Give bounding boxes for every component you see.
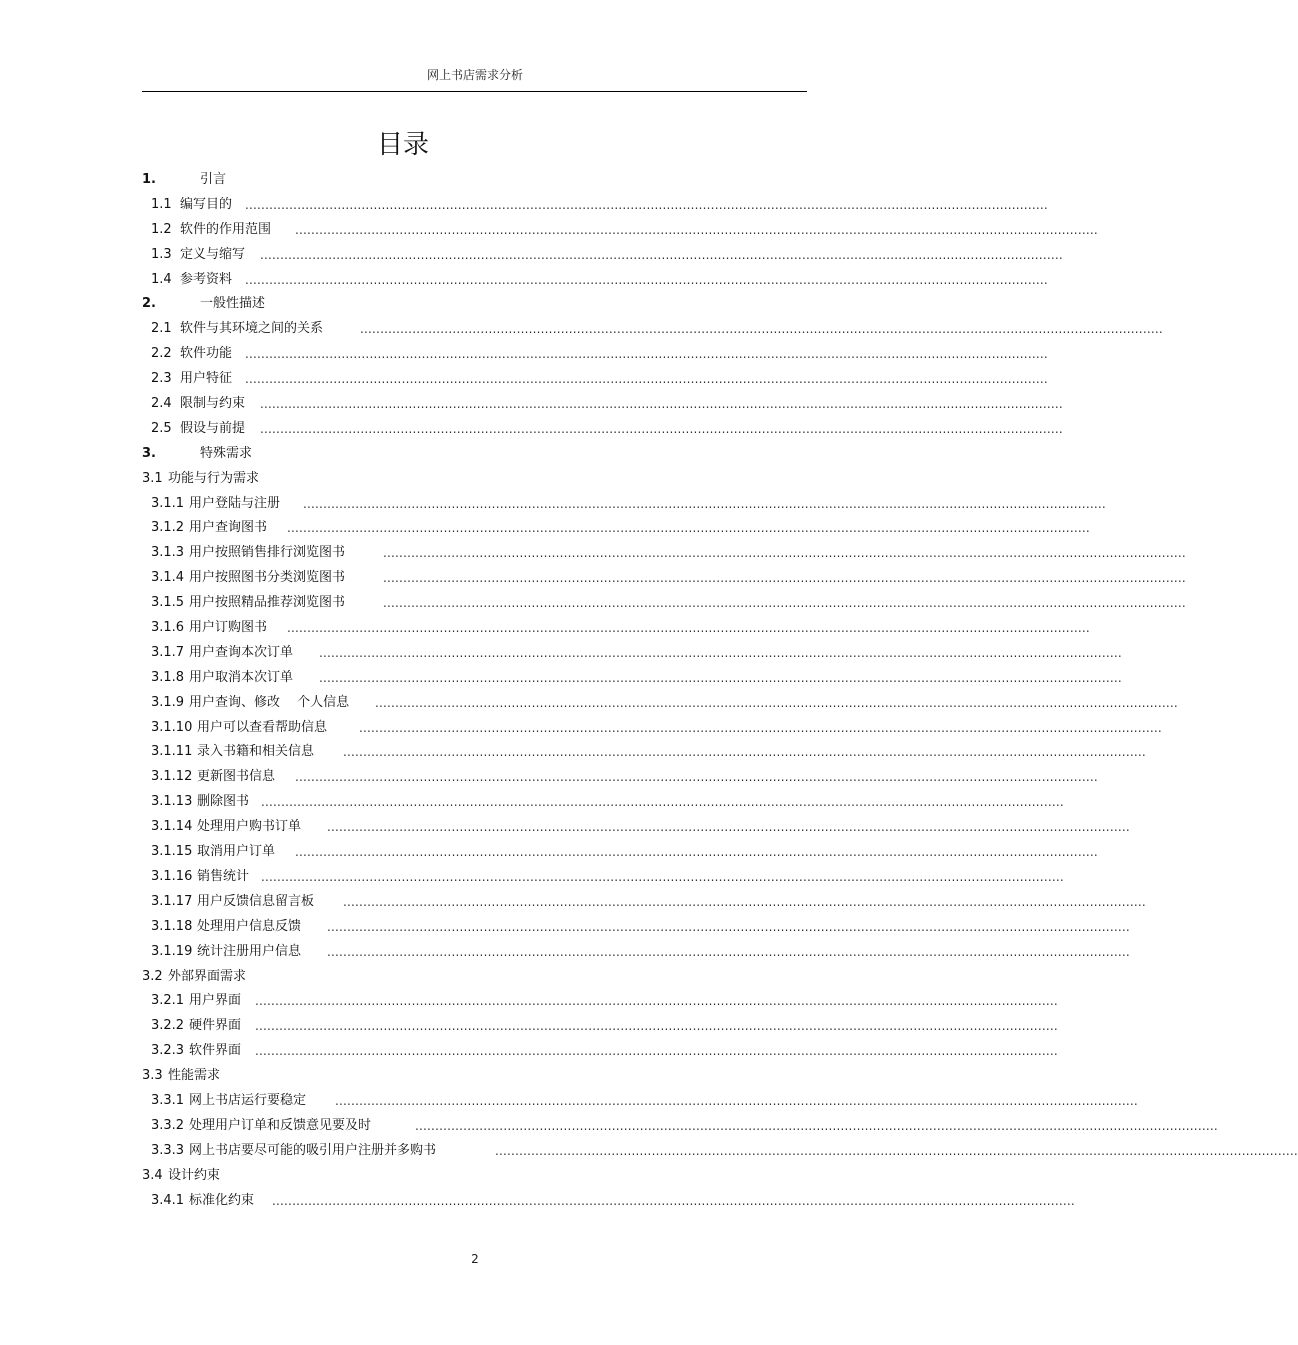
toc-entry[interactable] — [142, 716, 1162, 741]
toc-entry-title: 功能与行为需求 — [168, 470, 260, 486]
toc-entry-number: 2. — [142, 296, 156, 312]
toc-entry-title: 用户特征 — [180, 371, 233, 387]
toc-entry[interactable] — [142, 840, 1098, 865]
toc-entry-title: 标准化约束 — [189, 1192, 255, 1208]
toc-entry[interactable] — [142, 1164, 802, 1189]
toc-entry[interactable] — [142, 1089, 1138, 1114]
toc-entry-title: 参考资料 — [180, 271, 233, 287]
toc-entry[interactable] — [142, 815, 1130, 840]
toc-entry-title: 引言 — [200, 172, 227, 187]
toc-entry-number: 3.3.1 — [151, 1092, 185, 1108]
toc-dot-leader: ........................................................................................................................................................................................................ — [255, 994, 1058, 1009]
toc-entry-title: 处理用户信息反馈 — [197, 918, 302, 934]
toc-entry-number: 3.1.14 — [151, 819, 193, 835]
toc-entry-title: 网上书店运行要稳定 — [189, 1092, 307, 1108]
toc-entry-title: 处理用户购书订单 — [197, 819, 302, 835]
toc-entry-title: 处理用户订单和反馈意见要及时 — [189, 1117, 372, 1133]
toc-entry-title: 性能需求 — [168, 1068, 221, 1084]
toc-entry[interactable] — [142, 243, 1063, 268]
toc-entry[interactable] — [142, 740, 1146, 765]
toc-entry[interactable] — [142, 317, 1163, 342]
toc-entry-number: 3.1.7 — [151, 644, 185, 660]
toc-dot-leader: ........................................................................................................................................................................................................ — [327, 820, 1130, 835]
toc-entry-number: 3.1.4 — [151, 570, 185, 586]
toc-dot-leader: ........................................................................................................................................................................................................ — [255, 1044, 1058, 1059]
toc-entry[interactable] — [142, 342, 1048, 367]
toc-entry-number: 3.1.16 — [151, 868, 193, 884]
toc-entry[interactable] — [142, 541, 1186, 566]
toc-entry-number: 3.1.13 — [151, 794, 193, 810]
toc-entry-title: 用户取消本次订单 — [189, 669, 294, 685]
table-of-contents — [142, 168, 1298, 1213]
toc-entry-title: 删除图书 — [197, 794, 250, 810]
toc-entry-number: 3.1.18 — [151, 918, 193, 934]
toc-entry[interactable] — [142, 765, 1098, 790]
toc-entry[interactable] — [142, 367, 1048, 392]
toc-entry[interactable] — [142, 168, 802, 193]
toc-entry-title: 用户订购图书 — [189, 620, 268, 636]
toc-entry[interactable] — [142, 591, 1186, 616]
toc-dot-leader: ........................................................................................................................................................................................................ — [295, 845, 1098, 860]
toc-entry[interactable] — [142, 392, 1063, 417]
toc-entry[interactable] — [142, 666, 1122, 691]
toc-entry-number: 3.1.9 — [151, 694, 185, 710]
toc-entry-number: 1.4 — [151, 271, 172, 287]
toc-dot-leader: ........................................................................................................................................................................................................ — [260, 421, 1063, 436]
toc-dot-leader: ........................................................................................................................................................................................................ — [383, 571, 1186, 586]
toc-entry-title: 一般性描述 — [200, 296, 266, 312]
toc-entry-number: 3.1.15 — [151, 844, 193, 860]
toc-entry-title: 录入书籍和相关信息 — [197, 744, 315, 760]
toc-entry[interactable] — [142, 616, 1090, 641]
toc-dot-leader: ........................................................................................................................................................................................................ — [375, 695, 1178, 710]
toc-entry-title: 假设与前提 — [180, 420, 246, 436]
toc-dot-leader: ........................................................................................................................................................................................................ — [327, 944, 1130, 959]
toc-entry-number: 3.1.6 — [151, 620, 185, 636]
toc-entry-title: 用户查询本次订单 — [189, 644, 294, 660]
toc-title: 目录 — [376, 130, 429, 160]
toc-entry[interactable] — [142, 467, 802, 492]
toc-entry-number: 3.1.3 — [151, 545, 185, 561]
toc-entry-title: 软件界面 — [189, 1043, 242, 1059]
toc-entry-title: 用户登陆与注册 — [189, 495, 281, 511]
toc-dot-leader: ........................................................................................................................................................................................................ — [319, 645, 1122, 660]
toc-entry[interactable] — [142, 492, 1106, 517]
toc-entry[interactable] — [142, 691, 1178, 716]
toc-entry-number: 1.2 — [151, 221, 172, 237]
toc-dot-leader: ........................................................................................................................................................................................................ — [343, 894, 1146, 909]
toc-entry-number: 3.1.2 — [151, 520, 185, 536]
toc-dot-leader: ........................................................................................................................................................................................................ — [260, 397, 1063, 412]
toc-dot-leader: ........................................................................................................................................................................................................ — [245, 372, 1048, 387]
toc-entry-number: 1.1 — [151, 196, 172, 212]
toc-entry-number: 3.1.17 — [151, 893, 193, 909]
toc-entry[interactable] — [142, 965, 802, 990]
toc-entry-number: 3. — [142, 445, 156, 461]
toc-entry[interactable] — [142, 193, 1048, 218]
toc-entry-title: 销售统计 — [197, 868, 250, 884]
toc-dot-leader: ........................................................................................................................................................................................................ — [255, 1019, 1058, 1034]
toc-entry[interactable] — [142, 268, 1048, 293]
toc-entry-number: 2.5 — [151, 420, 172, 436]
toc-dot-leader: ........................................................................................................................................................................................................ — [319, 670, 1122, 685]
toc-entry[interactable] — [142, 940, 1130, 965]
toc-entry[interactable] — [142, 641, 1122, 666]
toc-dot-leader: ........................................................................................................................................................................................................ — [495, 1143, 1298, 1158]
toc-entry-number: 3.1.12 — [151, 769, 193, 785]
toc-entry-title: 用户按照销售排行浏览图书 — [189, 545, 346, 561]
toc-entry-number: 3.1.8 — [151, 669, 185, 685]
toc-dot-leader: ........................................................................................................................................................................................................ — [260, 247, 1063, 262]
toc-dot-leader: ........................................................................................................................................................................................................ — [303, 496, 1106, 511]
toc-entry-number: 2.3 — [151, 371, 172, 387]
toc-entry[interactable] — [142, 1064, 802, 1089]
toc-dot-leader: ........................................................................................................................................................................................................ — [245, 272, 1048, 287]
toc-entry[interactable] — [142, 417, 1063, 442]
toc-entry-number: 2.1 — [151, 321, 172, 337]
toc-dot-leader: ........................................................................................................................................................................................................ — [295, 222, 1098, 237]
toc-entry-title: 用户反馈信息留言板 — [197, 893, 315, 909]
toc-entry-title: 用户界面 — [189, 993, 242, 1009]
toc-dot-leader: ........................................................................................................................................................................................................ — [261, 795, 1064, 810]
toc-dot-leader: ........................................................................................................................................................................................................ — [359, 720, 1162, 735]
toc-entry-title: 外部界面需求 — [168, 968, 247, 984]
toc-entry-number: 3.1.11 — [151, 744, 193, 760]
toc-dot-leader: ........................................................................................................................................................................................................ — [287, 521, 1090, 536]
toc-entry[interactable] — [142, 989, 1058, 1014]
toc-entry-number: 2.4 — [151, 396, 172, 412]
toc-entry-title: 用户查询图书 — [189, 520, 268, 536]
toc-entry[interactable] — [142, 1014, 1058, 1039]
toc-entry-number: 3.2.3 — [151, 1043, 185, 1059]
toc-entry-title: 软件功能 — [180, 346, 233, 362]
toc-dot-leader: ........................................................................................................................................................................................................ — [383, 546, 1186, 561]
toc-entry-number: 3.3.2 — [151, 1117, 185, 1133]
toc-entry-title: 用户按照图书分类浏览图书 — [189, 570, 346, 586]
toc-entry-title: 软件与其环境之间的关系 — [180, 321, 324, 337]
toc-entry[interactable] — [142, 1114, 1218, 1139]
toc-entry-number: 3.1.1 — [151, 495, 185, 511]
toc-entry-title: 统计注册用户信息 — [197, 943, 302, 959]
toc-entry-number: 1. — [142, 172, 156, 187]
toc-dot-leader: ........................................................................................................................................................................................................ — [245, 197, 1048, 212]
toc-entry-title: 定义与缩写 — [180, 246, 246, 262]
toc-entry-title: 硬件界面 — [189, 1018, 242, 1034]
toc-entry-number: 3.1.5 — [151, 595, 185, 611]
toc-entry-number: 1.3 — [151, 246, 172, 262]
toc-entry[interactable] — [142, 790, 1064, 815]
toc-entry-number: 3.2.1 — [151, 993, 185, 1009]
toc-dot-leader: ........................................................................................................................................................................................................ — [335, 1093, 1138, 1108]
toc-entry-number: 3.1.19 — [151, 943, 193, 959]
page-number: 2 — [471, 1252, 479, 1266]
toc-dot-leader: ........................................................................................................................................................................................................ — [360, 322, 1163, 337]
toc-dot-leader: ........................................................................................................................................................................................................ — [383, 596, 1186, 611]
toc-entry[interactable] — [142, 218, 1098, 243]
toc-entry-number: 3.4 — [142, 1167, 163, 1183]
toc-entry-number: 3.3.3 — [151, 1142, 185, 1158]
toc-dot-leader: ........................................................................................................................................................................................................ — [295, 770, 1098, 785]
toc-dot-leader: ........................................................................................................................................................................................................ — [287, 621, 1090, 636]
toc-entry-title: 特殊需求 — [200, 445, 253, 461]
toc-dot-leader: ........................................................................................................................................................................................................ — [343, 745, 1146, 760]
toc-entry-number: 3.1.10 — [151, 719, 193, 735]
toc-entry-number: 2.2 — [151, 346, 172, 362]
toc-entry[interactable] — [142, 915, 1130, 940]
toc-dot-leader: ........................................................................................................................................................................................................ — [261, 869, 1064, 884]
toc-dot-leader: ........................................................................................................................................................................................................ — [415, 1118, 1218, 1133]
toc-dot-leader: ........................................................................................................................................................................................................ — [272, 1193, 1075, 1208]
toc-entry-title: 用户可以查看帮助信息 — [197, 719, 328, 735]
toc-dot-leader: ........................................................................................................................................................................................................ — [327, 919, 1130, 934]
toc-entry-title: 网上书店要尽可能的吸引用户注册并多购书 — [189, 1142, 437, 1158]
toc-entry-number: 3.2 — [142, 968, 163, 984]
toc-entry[interactable] — [142, 1039, 1058, 1064]
header-rule — [142, 91, 807, 92]
toc-entry-title: 取消用户订单 — [197, 844, 276, 860]
toc-entry-title: 用户按照精品推荐浏览图书 — [189, 595, 346, 611]
toc-entry[interactable] — [142, 442, 802, 467]
toc-entry-title: 限制与约束 — [180, 396, 246, 412]
toc-entry-title: 用户查询、修改 个人信息 — [189, 694, 350, 710]
toc-entry-number: 3.4.1 — [151, 1192, 185, 1208]
toc-entry-title: 更新图书信息 — [197, 769, 276, 785]
toc-entry[interactable] — [142, 516, 1090, 541]
toc-entry-title: 软件的作用范围 — [180, 221, 272, 237]
toc-entry[interactable] — [142, 1139, 1298, 1164]
toc-entry-number: 3.3 — [142, 1068, 163, 1084]
toc-entry-title: 设计约束 — [168, 1167, 221, 1183]
toc-dot-leader: ........................................................................................................................................................................................................ — [245, 347, 1048, 362]
toc-entry[interactable] — [142, 1189, 1075, 1214]
toc-entry-number: 3.1 — [142, 470, 163, 486]
toc-entry[interactable] — [142, 890, 1146, 915]
toc-entry[interactable] — [142, 292, 802, 317]
running-header: 网上书店需求分析 — [426, 68, 523, 82]
toc-entry[interactable] — [142, 865, 1064, 890]
toc-entry[interactable] — [142, 566, 1186, 591]
toc-entry-title: 编写目的 — [180, 196, 233, 212]
toc-entry-number: 3.2.2 — [151, 1018, 185, 1034]
